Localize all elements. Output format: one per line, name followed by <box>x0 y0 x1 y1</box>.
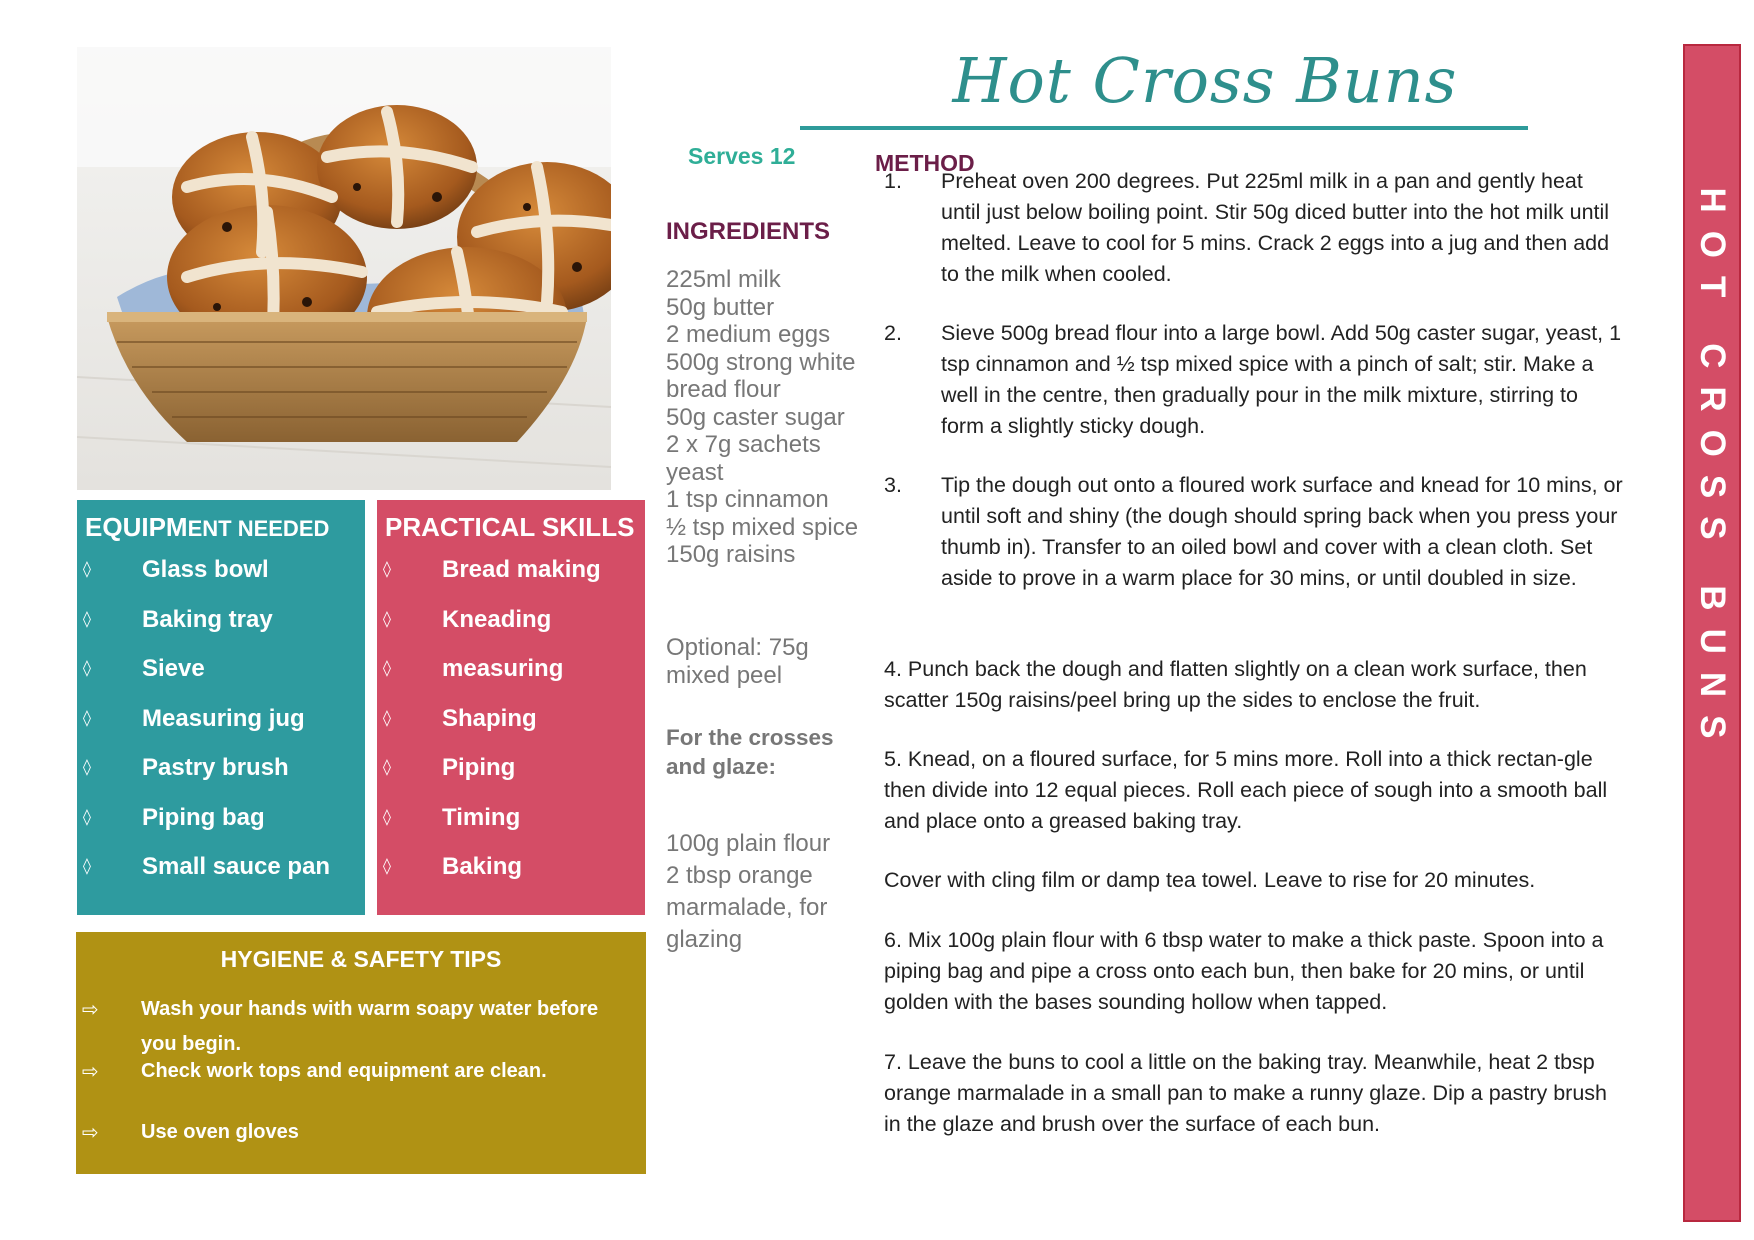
list-item: ◊ measuring <box>383 655 564 682</box>
arrow-bullet-icon: ⇨ <box>82 1058 99 1083</box>
method-step <box>884 318 1624 442</box>
arrow-bullet-icon: ⇨ <box>82 1120 99 1144</box>
method-step <box>884 166 1624 290</box>
list-item: ◊ Piping bag <box>83 803 265 831</box>
list-item: ◊ Timing <box>383 803 521 831</box>
ingredient-item: 500g strong white bread flour <box>666 348 856 403</box>
diamond-bullet-icon: ◊ <box>83 658 91 677</box>
list-item: ◊ Glass bowl <box>83 556 269 583</box>
equipment-title-small: ENT NEEDED <box>187 516 330 541</box>
diamond-bullet-icon: ◊ <box>383 658 391 677</box>
diamond-bullet-icon: ◊ <box>383 608 391 628</box>
step-number: 1. <box>884 169 902 193</box>
equipment-list <box>77 556 365 903</box>
ingredient-item: 225ml milk <box>666 266 781 293</box>
hygiene-list <box>76 992 646 1177</box>
crosses-ingredients-list <box>666 828 866 956</box>
step-number: 3. <box>884 473 902 497</box>
list-item: ⇨ Check work tops and equipment are clean. <box>76 1054 646 1104</box>
step-text: 7. Leave the buns to cool a little on the baking tray. Meanwhile, heat 2 tbsp orange marmalade in a small pan to make a runny glaze. Dip a pastry brush in the glaze and brush over the surface of each bun. <box>884 1050 1608 1136</box>
ingredients-heading: INGREDIENTS <box>666 218 831 245</box>
diamond-bullet-icon: ◊ <box>83 559 91 578</box>
recipe-title: Hot Cross Buns <box>952 44 1458 117</box>
method-step <box>884 654 1624 716</box>
diamond-bullet-icon: ◊ <box>383 856 391 875</box>
step-text: 5. Knead, on a floured surface, for 5 mins more. Roll into a thick rectan-gle then divide into 12 equal pieces. Roll each piece of sough into a smooth ball and place onto a greased baking tray. <box>884 747 1608 833</box>
diamond-bullet-icon: ◊ <box>383 806 391 826</box>
side-banner-text: HOT CROSS BUNS <box>1693 187 1732 757</box>
practical-skills-box <box>377 500 645 915</box>
list-item: ◊ Kneading <box>383 605 552 633</box>
ingredient-item: 50g caster sugar <box>666 403 845 431</box>
list-item: ◊ Baking tray <box>83 605 273 633</box>
title-underline <box>800 126 1528 130</box>
ingredient-item: 2 x 7g sachets yeast <box>666 431 821 486</box>
hot-cross-buns-photo <box>77 47 611 490</box>
method-step <box>884 470 1624 594</box>
skills-title: PRACTICAL SKILLS <box>385 512 635 542</box>
method-step <box>884 744 1624 837</box>
method-step <box>884 925 1624 1018</box>
serves-label: Serves 12 <box>688 143 796 169</box>
step-text: Preheat oven 200 degrees. Put 225ml milk in a pan and gently heat until just below boiling point. Stir 50g diced butter into the hot milk until melted. Leave to cool for 5 mins. Crack 2 eggs into a jug and then add to the milk when cooled. <box>941 169 1610 286</box>
diamond-bullet-icon: ◊ <box>383 559 391 578</box>
diamond-bullet-icon: ◊ <box>83 707 91 727</box>
equipment-box <box>77 500 365 915</box>
list-item: ◊ Measuring jug <box>83 704 305 732</box>
step-text: Tip the dough out onto a floured work surface and knead for 10 mins, or until soft and shiny (the dough should spring back when you press your thumb in). Transfer to an oiled bowl and cover with a clean cloth. Set aside to prove in a warm place for 30 mins, or until doubled in size. <box>941 473 1623 590</box>
list-item: ◊ Pastry brush <box>83 754 289 781</box>
diamond-bullet-icon: ◊ <box>83 608 91 628</box>
ingredient-item: 150g raisins <box>666 541 796 568</box>
crosses-heading: For the crosses and glaze: <box>666 725 834 779</box>
step-number: 2. <box>884 321 902 345</box>
ingredients-list <box>666 266 866 569</box>
equipment-title-big: EQUIPM <box>85 512 188 542</box>
step-text: Sieve 500g bread flour into a large bowl. Add 50g caster sugar, yeast, 1 tsp cinnamon and ½ tsp mixed spice with a pinch of salt; stir. Make a well in the centre, then gradually pour in the milk mixture, stirring to form a slightly sticky dough. <box>941 321 1622 438</box>
step-text: 6. Mix 100g plain flour with 6 tbsp water to make a thick paste. Spoon into a piping bag and pipe a cross onto each bun, then bake for 20 mins, or until golden with the bases sounding hollow when tapped. <box>884 928 1604 1014</box>
step-text: Cover with cling film or damp tea towel. Leave to rise for 20 minutes. <box>884 868 1536 892</box>
list-item: ◊ Piping <box>383 754 516 781</box>
hygiene-safety-box <box>76 932 646 1174</box>
optional-ingredient: Optional: 75g mixed peel <box>666 634 809 689</box>
list-item: ◊ Small sauce pan <box>83 853 331 880</box>
diamond-bullet-icon: ◊ <box>383 757 391 776</box>
diamond-bullet-icon: ◊ <box>383 707 391 727</box>
method-step <box>884 865 1624 896</box>
ingredient-item: ½ tsp mixed spice <box>666 513 859 541</box>
arrow-bullet-icon: ⇨ <box>82 997 99 1021</box>
ingredient-item: 50g butter <box>666 293 775 321</box>
list-item: ◊ Shaping <box>383 704 537 732</box>
diamond-bullet-icon: ◊ <box>83 856 91 875</box>
diamond-bullet-icon: ◊ <box>83 757 91 776</box>
list-item: ◊ Sieve <box>83 655 205 682</box>
step-text: 4. Punch back the dough and flatten slightly on a clean work surface, then scatter 150g raisins/peel bring up the sides to enclose the fruit. <box>884 657 1587 712</box>
diamond-bullet-icon: ◊ <box>83 806 91 826</box>
list-item: ⇨ Use oven gloves <box>76 1115 646 1165</box>
equipment-title <box>85 512 329 543</box>
list-item: ⇨ Wash your hands with warm soapy water before you begin. <box>76 992 646 1042</box>
ingredient-item: 2 tbsp orange marmalade, for glazing <box>666 862 828 953</box>
ingredient-item: 1 tsp cinnamon <box>666 486 829 513</box>
hygiene-title: HYGIENE & SAFETY TIPS <box>220 946 502 972</box>
method-heading: METHOD <box>875 150 975 176</box>
skills-list <box>377 556 645 903</box>
ingredient-item: 100g plain flour <box>666 830 831 857</box>
list-item: ◊ Baking <box>383 853 523 880</box>
ingredient-item: 2 medium eggs <box>666 321 831 348</box>
method-step <box>884 1047 1624 1140</box>
list-item: ◊ Bread making <box>383 556 601 583</box>
